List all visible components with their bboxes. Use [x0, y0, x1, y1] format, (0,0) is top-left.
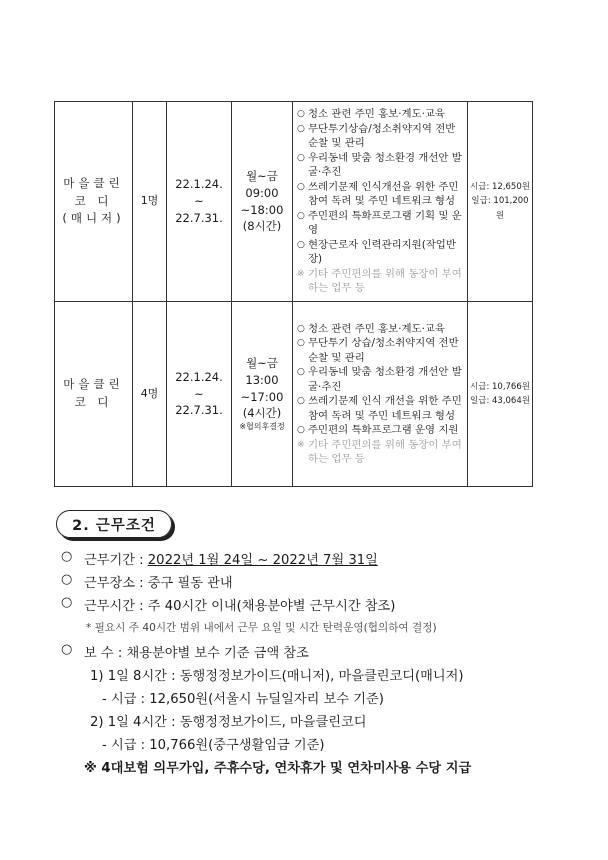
period-line: 22.7.31. [175, 403, 223, 418]
duty-item: ○ 청소 관련 주민 홍보·계도·교육 [297, 107, 465, 122]
period-cell [167, 302, 232, 487]
hours-line: ~17:00 [240, 389, 284, 404]
pay-item-1-rate: - 시급 : 12,650원(서울시 뉴딜일자리 보수 기준) [102, 692, 384, 707]
job-title-cell [55, 102, 133, 302]
duty-list [293, 319, 467, 470]
hours-line: 13:00 [245, 373, 279, 388]
work-period-label: 근무기간 : [84, 553, 148, 568]
duty-item: ○ 주민편의 특화프로그램 기획 및 운영 [297, 209, 465, 238]
job-title-line: (매니저) [62, 211, 125, 226]
duty-item: ○ 우리동네 맞춤 청소환경 개선안 발굴·추진 [297, 151, 465, 180]
job-title-line: 코 디 [74, 395, 113, 409]
hours-cell [232, 102, 293, 302]
duty-item: ○ 우리동네 맞춤 청소환경 개선안 발굴·추진 [297, 365, 465, 394]
hourly-pay: 시급: 10,766원 [470, 381, 530, 392]
period-cell [167, 102, 232, 302]
circle-bullet-icon: ○ [61, 549, 73, 564]
headcount-cell: 1명 [133, 102, 167, 302]
work-period-value: 2022년 1월 24일 ~ 2022년 7월 31일 [147, 553, 378, 568]
hours-note: ※협의후결정 [239, 422, 285, 432]
hours-line: ~18:00 [240, 202, 284, 217]
pay-cell [468, 102, 533, 302]
period-line: ~ [194, 194, 204, 209]
duty-note: ※ 기타 주민편의를 위해 동장이 부여하는 업무 등 [297, 267, 465, 296]
duty-item: ○ 청소 관련 주민 홍보·계도·교육 [297, 322, 465, 337]
duty-item: ○ 쓰레기문제 인식개선을 위한 주민 참여 독려 및 주민 네트워크 형성 [297, 180, 465, 209]
table-row [55, 302, 533, 487]
duties-cell [293, 102, 468, 302]
job-title-line: 코 디 [74, 193, 113, 208]
pay-title-text: 보 수 : 채용분야별 보수 기준 금액 참조 [84, 646, 309, 661]
headcount-cell: 4명 [133, 302, 167, 487]
hours-line: (8시간) [242, 219, 282, 234]
duty-item: ○ 쓰레기문제 인식 개선을 위한 주민 참여 독려 및 주민 네트워크 형성 [297, 394, 465, 423]
work-hours-note: * 필요시 주 40시간 범위 내에서 근무 요일 및 시간 탄력운영(협의하여 결정) [86, 622, 437, 634]
hourly-pay: 시급: 12,650원 [470, 181, 530, 192]
section-heading: 2. 근무조건 [56, 510, 172, 538]
duty-item: ○ 현장근로자 인력관리지원(작업반장) [297, 238, 465, 267]
period-line: 22.7.31. [175, 210, 223, 225]
period-line: ~ [194, 386, 204, 401]
job-title-line: 마을클린 [63, 175, 124, 190]
duty-note: ※ 기타 주민편의를 위해 동장이 부여하는 업무 등 [297, 438, 465, 467]
circle-bullet-icon: ○ [61, 572, 73, 587]
hours-line: 09:00 [245, 185, 279, 200]
duty-item: ○ 주민편의 특화프로그램 운영 지원 [297, 423, 465, 438]
job-table [54, 101, 533, 487]
hours-line: (4시간) [242, 406, 282, 421]
circle-bullet-icon: ○ [61, 642, 73, 657]
hours-line: 월~금 [246, 169, 278, 184]
pay-item-2-rate: - 시급 : 10,766원(중구생활임금 기준) [102, 738, 325, 753]
duty-list [293, 104, 467, 299]
job-title-cell [55, 302, 133, 487]
period-line: 22.1.24. [175, 369, 223, 384]
hours-line: 월~금 [246, 356, 278, 371]
job-title-line: 마을클린 [63, 377, 124, 392]
hours-cell [232, 302, 293, 487]
work-hours-text: 근무시간 : 주 40시간 이내(채용분야별 근무시간 참조) [84, 599, 396, 614]
period-line: 22.1.24. [175, 177, 223, 192]
pay-item-1: 1) 1일 8시간 : 동행정정보가이드(매니저), 마을클린코디(매니저) [90, 669, 464, 684]
benefits-note: ※ 4대보험 의무가입, 주휴수당, 연차휴가 및 연차미사용 수당 지급 [84, 761, 472, 776]
daily-pay: 일급: 101,200원 [471, 196, 529, 221]
pay-item-2: 2) 1일 4시간 : 동행정정보가이드, 마을클린코디 [90, 715, 367, 730]
table-row [55, 102, 533, 302]
duty-item: ○ 무단투기 상습/청소취약지역 전반 순찰 및 관리 [297, 336, 465, 365]
work-place-text: 근무장소 : 중구 필동 관내 [84, 576, 233, 591]
duties-cell [293, 302, 468, 487]
duty-item: ○ 무단투기상습/청소취약지역 전반 순찰 및 관리 [297, 122, 465, 151]
daily-pay: 일급: 43,064원 [470, 396, 530, 406]
circle-bullet-icon: ○ [61, 595, 73, 610]
pay-cell [468, 302, 533, 487]
